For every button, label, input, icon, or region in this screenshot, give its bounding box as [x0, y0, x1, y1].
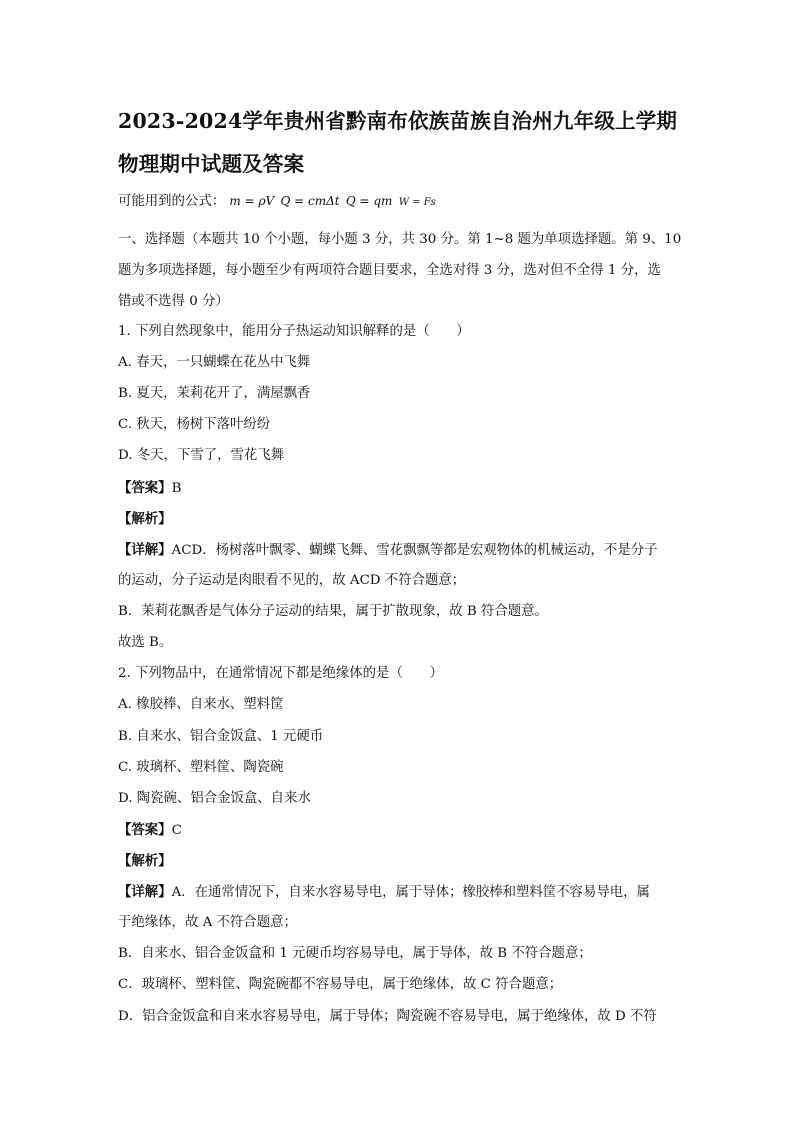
q2-option-d: D. 陶瓷碗、铝合金饭盒、自来水: [118, 791, 311, 806]
q1-detail-line-1: [118, 541, 658, 560]
formula-line: [118, 192, 438, 212]
section-intro-line-2: 题为多项选择题，每小题至少有两项符合题目要求，全选对得 3 分，选对但不全得 1 分，选: [118, 263, 661, 278]
formula-heat: Q = cmΔt: [280, 194, 340, 208]
formula-intro: 可能用到的公式：: [118, 194, 226, 209]
q1-option-b: B. 夏天，茉莉花开了，满屋飘香: [118, 386, 311, 401]
q2-detail-line-4: C．玻璃杯、塑料筐、陶瓷碗都不容易导电，属于绝缘体，故 C 符合题意；: [118, 977, 563, 992]
analysis-tag: 【解析】: [118, 853, 172, 869]
q1-detail-line-4: 故选 B。: [118, 635, 173, 650]
q2-detail-line-5: D．铝合金饭盒和自来水容易导电，属于导体；陶瓷碗不容易导电，属于绝缘体，故 D 不符: [118, 1009, 657, 1024]
q1-stem: 1. 下列自然现象中，能用分子热运动知识解释的是（ ）: [118, 324, 470, 339]
answer-tag: 【答案】: [118, 480, 172, 496]
q2-option-c: C. 玻璃杯、塑料筐、陶瓷碗: [118, 760, 284, 775]
q2-stem: 2. 下列物品中，在通常情况下都是绝缘体的是（ ）: [118, 666, 444, 681]
detail-tag: 【详解】: [118, 884, 172, 900]
analysis-tag: 【解析】: [118, 511, 172, 527]
q2-analysis-tag: [118, 852, 172, 871]
q1-answer-value: B: [171, 481, 182, 496]
q1-answer: [118, 479, 181, 498]
detail-tag: 【详解】: [118, 542, 172, 558]
formula-fuel-heat: Q = qm: [345, 194, 393, 208]
q2-detail-text-1: A．在通常情况下，自来水容易导电，属于导体；橡胶棒和塑料筐不容易导电，属: [171, 885, 650, 900]
q1-detail-line-2: 的运动，分子运动是肉眼看不见的，故 ACD 不符合题意；: [118, 573, 466, 588]
document-title-line-2: 物理期中试题及答案: [118, 152, 305, 176]
q1-option-c: C. 秋天，杨树下落叶纷纷: [118, 417, 271, 432]
document-title-line-1: 2023-2024学年贵州省黔南布依族苗族自治州九年级上学期: [118, 109, 678, 133]
q2-detail-line-1: [118, 883, 650, 902]
section-intro-line-3: 错或不选得 0 分）: [118, 294, 229, 309]
q2-answer-value: C: [171, 823, 182, 838]
formula-work: W = Fs: [398, 197, 436, 208]
q2-option-a: A. 橡胶棒、自来水、塑料筐: [118, 697, 284, 712]
q2-answer: [118, 821, 182, 840]
q1-detail-text-1: ACD．杨树落叶飘零、蝴蝶飞舞、雪花飘飘等都是宏观物体的机械运动，不是分子: [171, 543, 658, 558]
q1-analysis-tag: [118, 510, 172, 529]
q1-option-d: D. 冬天，下雪了，雪花飞舞: [118, 448, 285, 463]
section-intro-line-1: 一、选择题（本题共 10 个小题，每小题 3 分，共 30 分。第 1~8 题为单项选择题。第 9、10: [118, 232, 682, 247]
q1-detail-line-3: B．茉莉花飘香是气体分子运动的结果，属于扩散现象，故 B 符合题意。: [118, 604, 548, 619]
formula-list: [229, 194, 437, 209]
answer-tag: 【答案】: [118, 822, 172, 838]
q2-option-b: B. 自来水、铝合金饭盒、1 元硬币: [118, 729, 324, 744]
q1-option-a: A. 春天，一只蝴蝶在花丛中飞舞: [118, 355, 311, 370]
q2-detail-line-2: 于绝缘体，故 A 不符合题意；: [118, 915, 297, 930]
q2-detail-line-3: B．自来水、铝合金饭盒和 1 元硬币均容易导电，属于导体，故 B 不符合题意；: [118, 946, 592, 961]
formula-density: m = ρV: [229, 194, 275, 208]
